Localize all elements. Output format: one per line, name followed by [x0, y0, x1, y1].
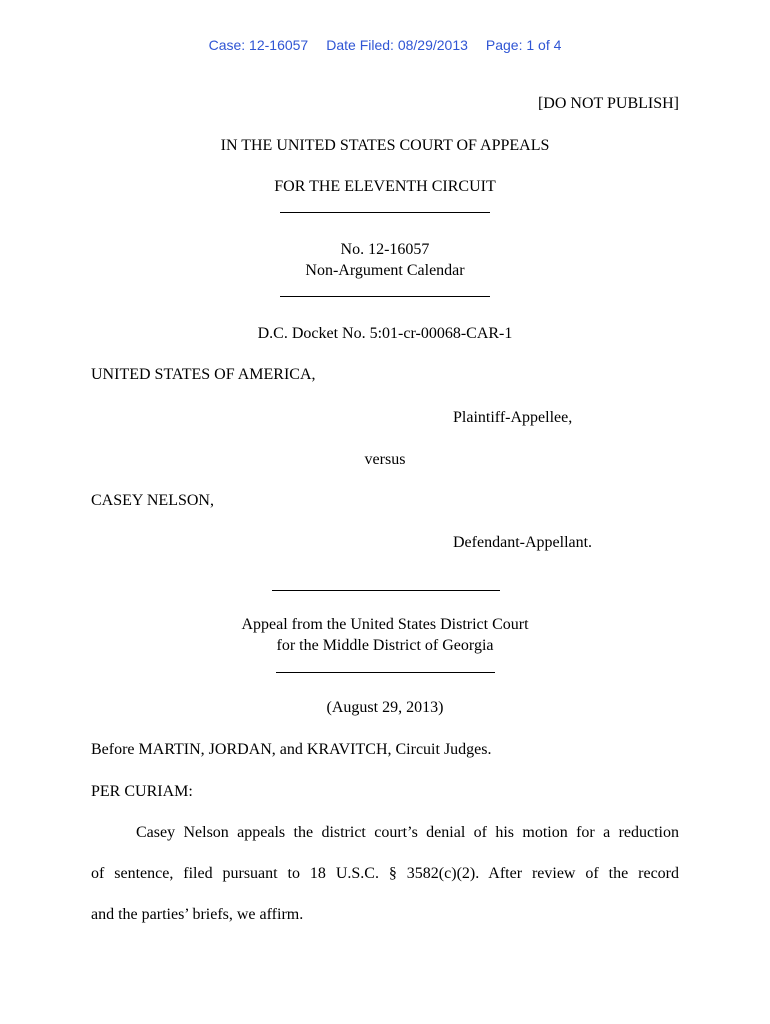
divider	[272, 590, 500, 591]
opinion-paragraph	[91, 823, 679, 946]
opinion-line: of sentence, filed pursuant to 18 U.S.C. § 3582(c)(2). After review of the record	[91, 865, 679, 882]
date-filed-stamp: Date Filed: 08/29/2013	[326, 37, 468, 53]
ecf-header-stamp	[0, 37, 770, 53]
divider	[276, 672, 495, 673]
court-name: IN THE UNITED STATES COURT OF APPEALS	[220, 137, 550, 154]
docket-number: D.C. Docket No. 5:01-cr-00068-CAR-1	[257, 325, 513, 342]
divider	[280, 212, 490, 213]
divider	[280, 296, 490, 297]
appeal-source-line2: for the Middle District of Georgia	[276, 637, 494, 654]
panel-judges: Before MARTIN, JORDAN, and KRAVITCH, Circuit Judges.	[91, 741, 492, 758]
decision-date: (August 29, 2013)	[326, 699, 444, 716]
opinion-line: and the parties’ briefs, we affirm.	[91, 906, 304, 923]
per-curiam-heading: PER CURIAM:	[91, 783, 193, 800]
defendant-name: CASEY NELSON,	[91, 492, 214, 509]
calendar-type: Non-Argument Calendar	[305, 262, 465, 279]
publish-status: [DO NOT PUBLISH]	[537, 95, 679, 112]
case-number: No. 12-16057	[340, 241, 430, 258]
case-number-stamp: Case: 12-16057	[208, 37, 309, 53]
plaintiff-name: UNITED STATES OF AMERICA,	[91, 366, 316, 383]
plaintiff-role: Plaintiff-Appellee,	[453, 409, 573, 426]
versus-text: versus	[364, 451, 406, 468]
appeal-source-line1: Appeal from the United States District Court	[241, 616, 529, 633]
defendant-role: Defendant-Appellant.	[453, 534, 593, 551]
page-count-stamp: Page: 1 of 4	[485, 37, 562, 53]
circuit-name: FOR THE ELEVENTH CIRCUIT	[274, 178, 496, 195]
opinion-line: Casey Nelson appeals the district court’s denial of his motion for a reduction	[136, 824, 679, 841]
